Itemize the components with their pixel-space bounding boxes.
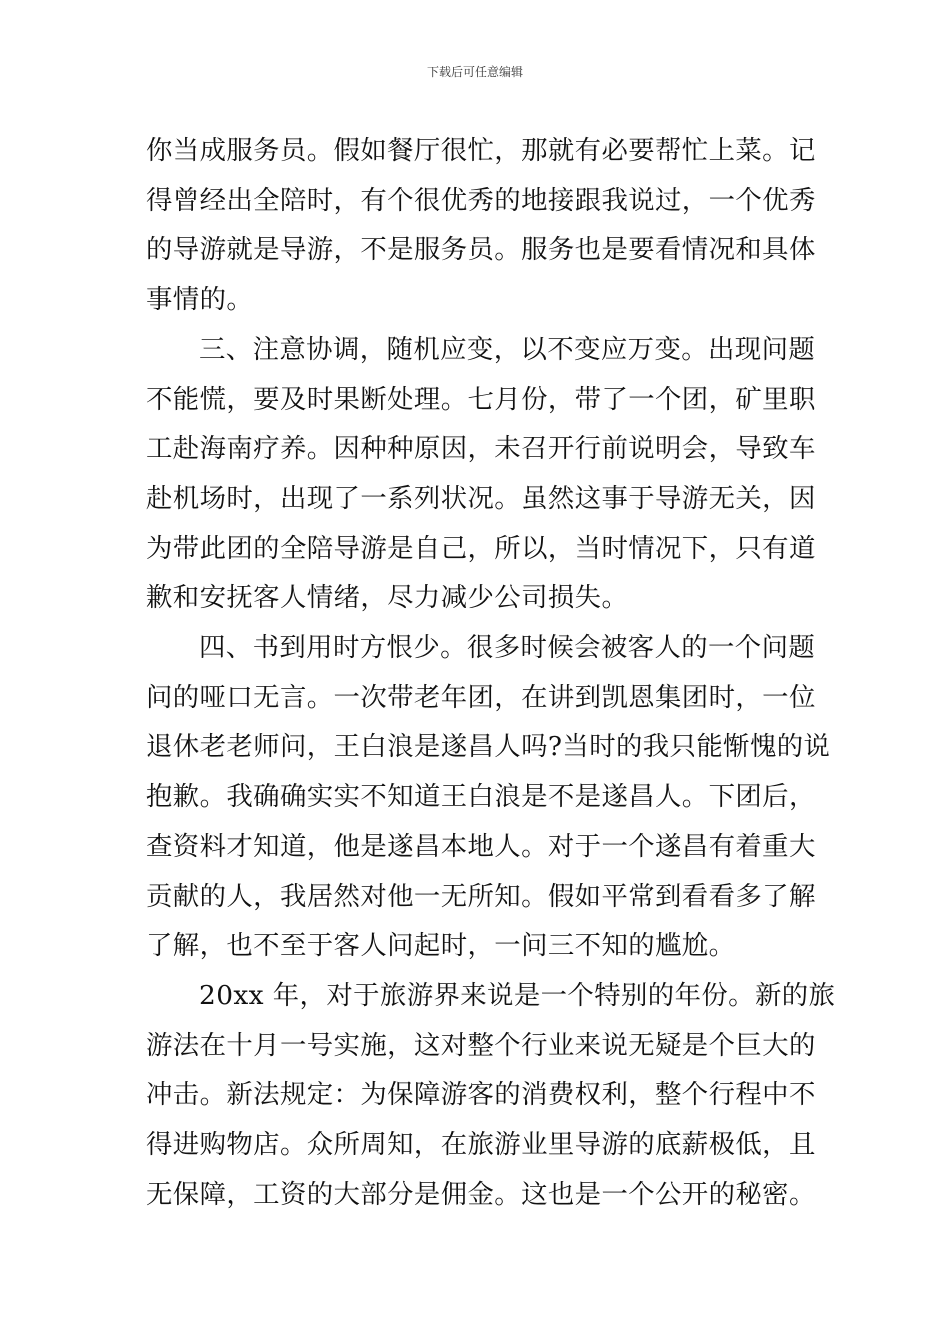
text-line: 冲击。新法规定：为保障游客的消费权利，整个行程中不 [146,1079,816,1111]
text-line: 了解，也不至于客人问起时，一问三不知的尴尬。 [146,930,736,962]
text-line: 贡献的人，我居然对他一无所知。假如平常到看看多了解 [146,880,816,912]
text-line: 无保障，工资的大部分是佣金。这也是一个公开的秘密。 [146,1178,816,1210]
text-line: 抱歉。我确确实实不知道王白浪是不是遂昌人。下团后， [146,781,816,813]
text-line: 问的哑口无言。一次带老年团，在讲到凯恩集团时，一位 [146,681,816,713]
text-line: 退休老老师问，王白浪是遂昌人吗?当时的我只能惭愧的说 [146,731,831,763]
text-line: 工赴海南疗养。因种种原因，未召开行前说明会，导致车 [146,433,816,465]
text-line: 不能慌，要及时果断处理。七月份，带了一个团，矿里职 [146,383,816,415]
page-header: 下载后可任意编辑 [426,65,523,79]
document-body [146,126,836,1219]
text-line: 游法在十月一号实施，这对整个行业来说无疑是个巨大的 [146,1029,816,1061]
paragraph-4 [146,971,836,1220]
paragraph-1 [146,126,816,325]
text-line: 你当成服务员。假如餐厅很忙，那就有必要帮忙上菜。记 [146,135,816,166]
text-line: 得进购物店。众所周知，在旅游业里导游的底薪极低，且 [146,1129,816,1161]
text-line: 事情的。 [146,284,254,316]
paragraph-2 [146,325,816,623]
text-line: 20xx 年，对于旅游界来说是一个特别的年份。新的旅 [199,979,836,1011]
text-line: 赴机场时，出现了一系列状况。虽然这事于导游无关，因 [146,482,816,514]
text-line: 查资料才知道，他是遂昌本地人。对于一个遂昌有着重大 [146,830,816,862]
text-line: 三、注意协调，随机应变，以不变应万变。出现问题 [199,333,816,365]
text-line: 四、书到用时方恨少。很多时候会被客人的一个问题 [199,632,816,664]
text-line: 歉和安抚客人情绪，尽力减少公司损失。 [146,582,629,614]
text-line: 得曾经出全陪时，有个很优秀的地接跟我说过，一个优秀 [146,184,816,216]
paragraph-3 [146,623,831,971]
text-line: 的导游就是导游，不是服务员。服务也是要看情况和具体 [146,234,816,266]
text-line: 为带此团的全陪导游是自己，所以，当时情况下，只有道 [146,532,816,564]
